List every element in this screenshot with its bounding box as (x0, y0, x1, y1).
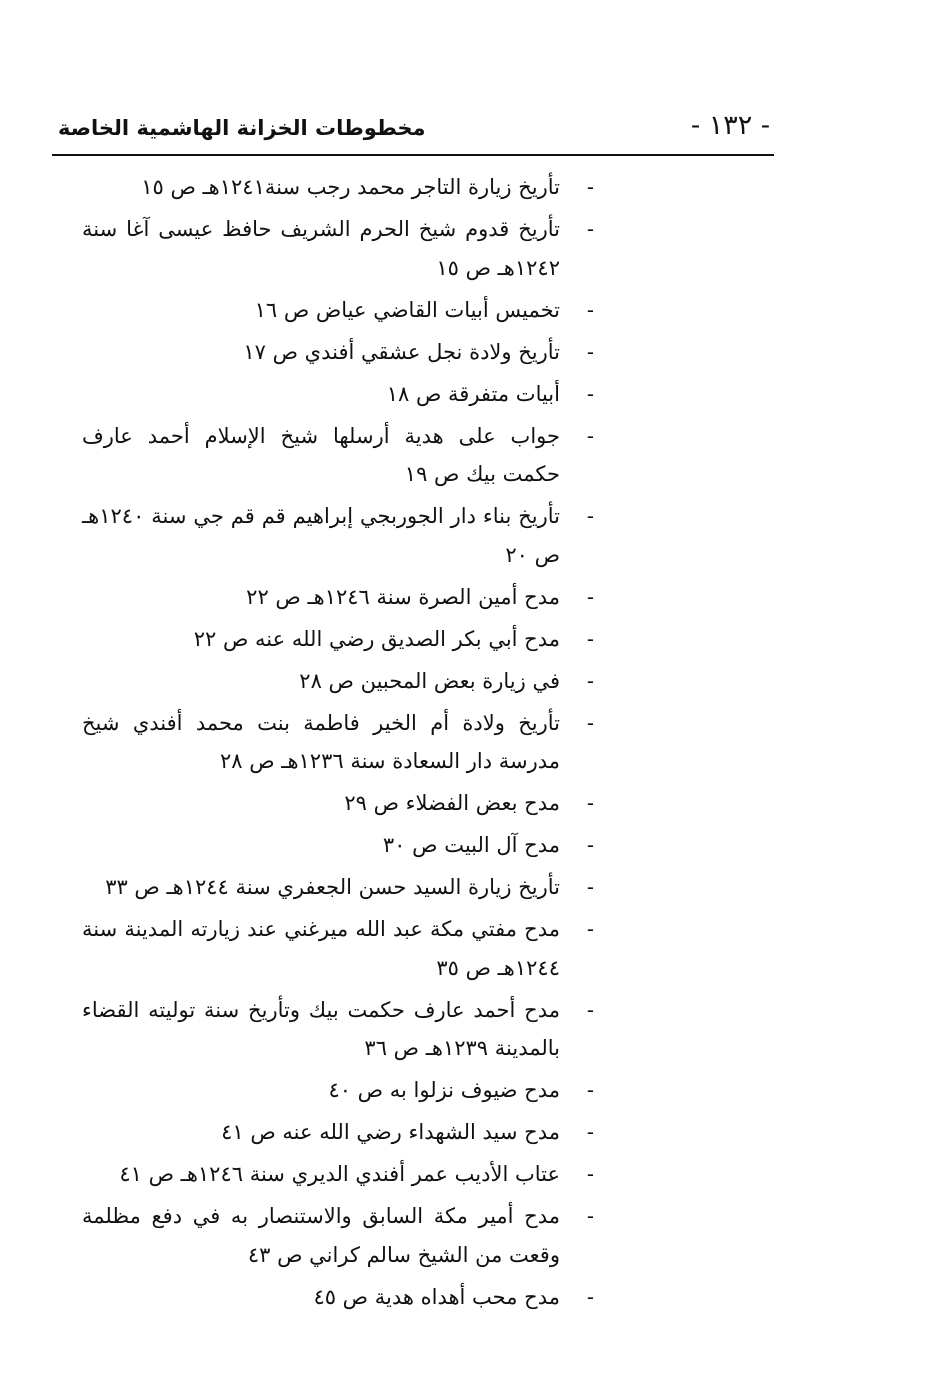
entry-text: مدح أحمد عارف حكمت بيك وتأريخ سنة توليته القضاء بالمدينة ١٢٣٩هـ ص ٣٦ (82, 997, 560, 1060)
entry-text: مدح سيد الشهداء رضي الله عنه ص ٤١ (221, 1120, 560, 1144)
entry-text: مدح بعض الفضلاء ص ٢٩ (344, 791, 560, 815)
entry-text: تأريخ ولادة أم الخير فاطمة بنت محمد أفندي شيخ مدرسة دار السعادة سنة ١٢٣٦هـ ص ٢٨ (82, 710, 560, 773)
bullet-dash: - (586, 1162, 594, 1186)
list-item (60, 784, 594, 823)
list-item (60, 333, 594, 372)
entry-text: مدح ضيوف نزلوا به ص ٤٠ (328, 1078, 560, 1102)
entry-text: تأريخ زيارة السيد حسن الجعفري سنة ١٢٤٤هـ ص ٣٣ (105, 875, 560, 899)
list-item (60, 1113, 594, 1152)
bullet-dash: - (586, 1120, 594, 1144)
bullet-dash: - (586, 626, 594, 651)
bullet-dash: - (586, 1078, 594, 1102)
page-header (52, 104, 774, 156)
page-number: - ١٣٢ - (691, 110, 770, 141)
entry-text: مدح مفتي مكة عبد الله ميرغني عند زيارته المدينة سنة ١٢٤٤هـ ص ٣٥ (82, 917, 560, 980)
list-item (60, 826, 594, 865)
entry-text: في زيارة بعض المحبين ص ٢٨ (299, 668, 560, 693)
bullet-dash: - (586, 791, 594, 815)
list-item (60, 291, 594, 330)
bullet-dash: - (586, 710, 594, 735)
list-item (82, 210, 594, 287)
list-item (82, 910, 594, 987)
bullet-dash: - (586, 917, 594, 941)
entry-text: مدح آل البيت ص ٣٠ (382, 833, 560, 857)
list-item (60, 662, 594, 701)
entry-text: تأريخ بناء دار الجوربجي إبراهيم قم قم جي سنة ١٢٤٠هـ ص ٢٠ (82, 504, 560, 567)
bullet-dash: - (586, 297, 594, 322)
entry-text: عتاب الأديب عمر أفندي الديري سنة ١٢٤٦هـ ص ٤١ (119, 1162, 560, 1186)
bullet-dash: - (586, 217, 594, 241)
entry-text: تأريخ زيارة التاجر محمد رجب سنة١٢٤١هـ ص ١٥ (141, 175, 560, 199)
bullet-dash: - (586, 833, 594, 857)
entry-text: مدح أمين الصرة سنة ١٢٤٦هـ ص ٢٢ (246, 584, 560, 609)
bullet-dash: - (586, 668, 594, 693)
bullet-dash: - (586, 1284, 594, 1309)
entry-text: تأريخ ولادة نجل عشقي أفندي ص ١٧ (243, 339, 560, 364)
list-item (60, 375, 594, 414)
list-item (60, 620, 594, 659)
bullet-dash: - (586, 339, 594, 364)
entry-list (60, 168, 594, 1320)
list-item (60, 578, 594, 617)
entry-text: مدح أمير مكة السابق والاستنصار به في دفع مظلمة وقعت من الشيخ سالم كراني ص ٤٣ (82, 1204, 560, 1267)
entry-text: مدح محب أهداه هدية ص ٤٥ (313, 1284, 560, 1309)
bullet-dash: - (586, 1204, 594, 1228)
entry-text: تأريخ قدوم شيخ الحرم الشريف حافظ عيسى آغا سنة ١٢٤٢هـ ص ١٥ (82, 217, 560, 280)
bullet-dash: - (586, 175, 594, 199)
list-item (82, 1197, 594, 1274)
bullet-dash: - (586, 423, 594, 448)
list-item (82, 417, 594, 494)
list-item (60, 868, 594, 907)
list-item (60, 1071, 594, 1110)
entry-text: جواب على هدية أرسلها شيخ الإسلام أحمد عارف حكمت بيك ص ١٩ (82, 423, 560, 486)
list-item (82, 991, 594, 1068)
bullet-dash: - (586, 504, 594, 528)
entry-text: تخميس أبيات القاضي عياض ص ١٦ (254, 297, 560, 322)
bullet-dash: - (586, 875, 594, 899)
bullet-dash: - (586, 997, 594, 1022)
list-item (60, 1155, 594, 1194)
entry-text: مدح أبي بكر الصديق رضي الله عنه ص ٢٢ (193, 626, 560, 651)
list-item (60, 1278, 594, 1317)
bullet-dash: - (586, 381, 594, 406)
list-item (60, 168, 594, 207)
list-item (82, 704, 594, 781)
entry-text: أبيات متفرقة ص ١٨ (386, 381, 560, 406)
list-item (82, 497, 594, 574)
bullet-dash: - (586, 584, 594, 609)
running-title: مخطوطات الخزانة الهاشمية الخاصة (58, 116, 426, 140)
